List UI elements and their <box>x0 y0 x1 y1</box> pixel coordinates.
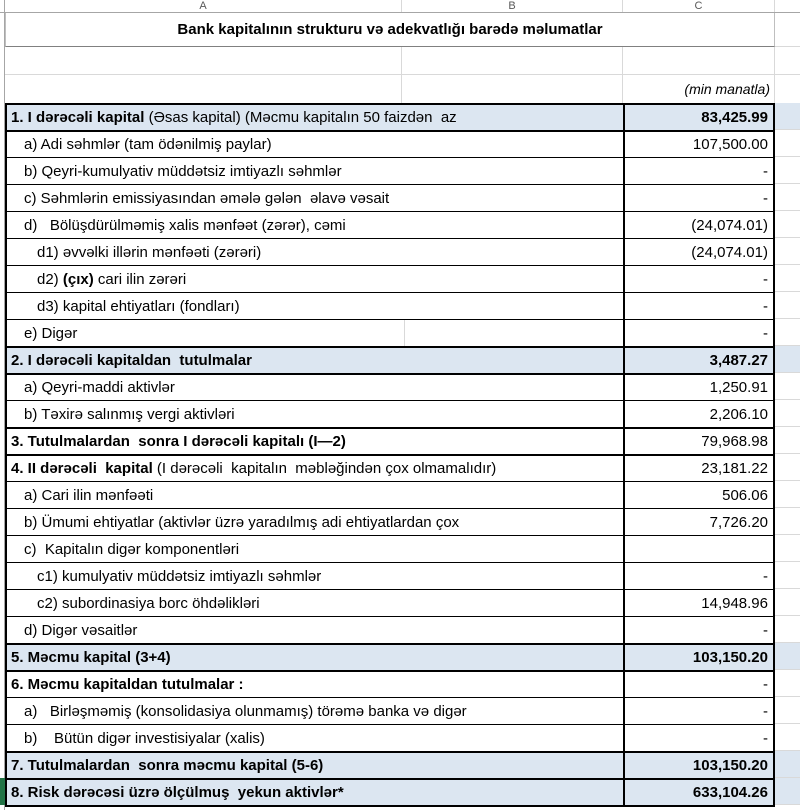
label-cell[interactable] <box>5 157 623 184</box>
label-text: b) Ümumi ehtiyatlar (aktivlər üzrə yaradılmış adi ehtiyatlardan çox <box>24 513 460 531</box>
label-cell[interactable] <box>5 184 623 211</box>
margin-cell[interactable] <box>775 589 800 616</box>
margin-cell[interactable] <box>775 265 800 292</box>
value-cell[interactable]: 23,181.22 <box>623 454 775 481</box>
value-cell[interactable]: 107,500.00 <box>623 130 775 157</box>
table-row <box>0 562 800 589</box>
label-text: d3) kapital ehtiyatları (fondları) <box>37 297 240 315</box>
margin-cell <box>775 805 800 810</box>
table-row <box>0 373 800 400</box>
label-text: d1) əvvəlki illərin mənfəəti (zərəri) <box>37 243 262 261</box>
value-cell[interactable]: - <box>623 319 775 346</box>
label-cell[interactable] <box>5 238 623 265</box>
empty-row <box>0 47 800 75</box>
margin-cell[interactable] <box>775 697 800 724</box>
margin-cell[interactable] <box>775 616 800 643</box>
value-cell[interactable]: (24,074.01) <box>623 238 775 265</box>
label-text: d2) <box>37 270 63 288</box>
label-cell[interactable] <box>5 373 623 400</box>
margin-cell[interactable] <box>775 724 800 751</box>
label-cell[interactable] <box>5 670 623 697</box>
value-cell[interactable]: 103,150.20 <box>623 751 775 778</box>
label-cell[interactable] <box>5 481 623 508</box>
table-row <box>0 184 800 211</box>
margin-cell[interactable] <box>775 319 800 346</box>
label-cell[interactable] <box>5 292 623 319</box>
margin-cell[interactable] <box>775 130 800 157</box>
column-header-d[interactable] <box>775 0 800 12</box>
label-cell[interactable] <box>5 130 623 157</box>
margin-cell[interactable] <box>775 13 800 47</box>
margin-cell[interactable] <box>775 373 800 400</box>
label-cell[interactable] <box>5 346 623 373</box>
label-cell[interactable] <box>5 778 623 805</box>
label-cell[interactable] <box>5 427 623 454</box>
column-header-row <box>0 0 800 13</box>
unit-row <box>0 75 800 103</box>
table-row <box>0 724 800 751</box>
empty-cell[interactable] <box>5 47 402 75</box>
table-row <box>0 454 800 481</box>
table-row <box>0 697 800 724</box>
label-text: 2. I dərəcəli kapitaldan tutulmalar <box>11 352 252 369</box>
value-cell[interactable]: 2,206.10 <box>623 400 775 427</box>
label-text: 4. II dərəcəli kapital <box>11 460 157 477</box>
label-text: (I dərəcəli kapitalın məbləğindən çox olmamalıdır) <box>156 460 497 477</box>
value-cell[interactable]: - <box>623 157 775 184</box>
table-row <box>0 589 800 616</box>
label-text: c) Səhmlərin emissiyasından əmələ gələn əlavə vəsait <box>24 189 390 207</box>
label-cell[interactable] <box>5 697 623 724</box>
table-row <box>0 778 800 805</box>
table-row <box>0 319 800 346</box>
label-text: (çıx) <box>62 270 94 288</box>
title-row <box>0 13 800 47</box>
label-cell[interactable] <box>5 535 623 562</box>
value-cell[interactable]: - <box>623 697 775 724</box>
value-cell[interactable]: 7,726.20 <box>623 508 775 535</box>
table-row <box>0 616 800 643</box>
margin-cell[interactable] <box>775 211 800 238</box>
label-text: 3. Tutulmalardan sonra I dərəcəli kapitalı (I—2) <box>11 433 346 450</box>
table-row <box>0 508 800 535</box>
table-row <box>0 481 800 508</box>
table-bottom-border <box>5 805 623 810</box>
label-text: 6. Məcmu kapitaldan tutulmalar : <box>11 676 244 693</box>
label-text: (Əsas kapital) (Məcmu kapitalın 50 faizdən az <box>148 109 457 126</box>
column-header-c[interactable]: C <box>623 0 775 12</box>
label-text: cari ilin zərəri <box>93 270 187 288</box>
table-row <box>0 346 800 373</box>
empty-cell[interactable] <box>775 47 800 75</box>
empty-cell[interactable] <box>623 47 775 75</box>
label-text: c2) subordinasiya borc öhdəlikləri <box>37 594 260 612</box>
label-text: e) Digər <box>24 324 78 342</box>
value-cell[interactable]: 83,425.99 <box>623 103 775 130</box>
margin-cell[interactable] <box>775 481 800 508</box>
margin-cell[interactable] <box>775 292 800 319</box>
label-text: 5. Məcmu kapital (3+4) <box>11 649 171 666</box>
value-cell[interactable]: 1,250.91 <box>623 373 775 400</box>
empty-cell[interactable] <box>402 47 623 75</box>
value-cell[interactable]: 14,948.96 <box>623 589 775 616</box>
table-body <box>0 103 800 805</box>
label-text: a) Qeyri-maddi aktivlər <box>24 379 175 396</box>
margin-cell[interactable] <box>775 184 800 211</box>
label-text: a) Adi səhmlər (tam ödənilmiş paylar) <box>24 136 272 153</box>
unit-note[interactable]: (min manatla) <box>623 75 775 103</box>
value-cell[interactable]: - <box>623 184 775 211</box>
label-cell[interactable] <box>5 103 623 130</box>
table-row <box>0 427 800 454</box>
table-row <box>0 535 800 562</box>
label-cell[interactable] <box>5 454 623 481</box>
label-text: 7. Tutulmalardan sonra məcmu kapital (5-6) <box>11 757 324 774</box>
table-row <box>0 670 800 697</box>
label-text: 8. Risk dərəcəsi üzrə ölçülmuş yekun aktivlər* <box>11 784 344 801</box>
report-title[interactable]: Bank kapitalının strukturu və adekvatlığı barədə məlumatlar <box>5 13 775 47</box>
table-row <box>0 643 800 670</box>
table-row <box>0 238 800 265</box>
label-text: a) Birləşməmiş (konsolidasiya olunmamış) törəmə banka və digər <box>24 702 467 720</box>
label-text: b) Bütün digər investisiyalar (xalis) <box>24 729 265 747</box>
table-bottom-border <box>623 805 775 810</box>
table-row <box>0 292 800 319</box>
table-row <box>0 400 800 427</box>
label-cell[interactable] <box>5 508 623 535</box>
table-row <box>0 103 800 130</box>
table-row <box>0 751 800 778</box>
value-cell[interactable]: 79,968.98 <box>623 427 775 454</box>
label-cell[interactable] <box>5 643 623 670</box>
value-cell[interactable]: (24,074.01) <box>623 211 775 238</box>
margin-cell[interactable] <box>775 670 800 697</box>
label-text: b) Təxirə salınmış vergi aktivləri <box>24 405 235 423</box>
value-cell[interactable]: 3,487.27 <box>623 346 775 373</box>
table-row <box>0 130 800 157</box>
label-cell[interactable] <box>5 211 623 238</box>
column-header-b[interactable]: B <box>402 0 623 12</box>
value-cell[interactable]: 506.06 <box>623 481 775 508</box>
value-cell[interactable]: 633,104.26 <box>623 778 775 805</box>
empty-cell[interactable] <box>402 75 623 103</box>
value-cell[interactable]: - <box>623 562 775 589</box>
margin-cell[interactable] <box>775 562 800 589</box>
margin-cell[interactable] <box>775 751 800 778</box>
value-cell[interactable]: - <box>623 670 775 697</box>
margin-cell[interactable] <box>775 346 800 373</box>
empty-cell[interactable] <box>775 75 800 103</box>
margin-cell[interactable] <box>775 427 800 454</box>
margin-cell[interactable] <box>775 454 800 481</box>
label-cell[interactable] <box>5 265 623 292</box>
margin-cell[interactable] <box>775 400 800 427</box>
label-text: a) Cari ilin mənfəəti <box>24 486 154 504</box>
label-cell[interactable] <box>5 616 623 643</box>
value-cell[interactable]: - <box>623 616 775 643</box>
column-header-a[interactable]: A <box>5 0 402 12</box>
margin-cell[interactable] <box>775 103 800 130</box>
value-cell[interactable]: 103,150.20 <box>623 643 775 670</box>
table-row <box>0 265 800 292</box>
margin-cell[interactable] <box>775 643 800 670</box>
label-text: c1) kumulyativ müddətsiz imtiyazlı səhmlər <box>37 567 322 585</box>
value-cell[interactable] <box>623 535 775 562</box>
empty-cell[interactable] <box>5 75 402 103</box>
value-cell[interactable]: - <box>623 292 775 319</box>
label-cell[interactable] <box>5 319 623 346</box>
label-cell[interactable] <box>5 562 623 589</box>
label-text: d) Digər vəsaitlər <box>24 621 138 639</box>
column-gridline <box>404 320 405 346</box>
label-text: 1. I dərəcəli kapital <box>11 109 149 126</box>
table-row <box>0 211 800 238</box>
label-text: c) Kapitalın digər komponentləri <box>24 540 240 558</box>
table-row <box>0 157 800 184</box>
margin-cell[interactable] <box>775 238 800 265</box>
label-cell[interactable] <box>5 751 623 778</box>
margin-cell[interactable] <box>775 535 800 562</box>
margin-cell[interactable] <box>775 157 800 184</box>
bottom-strip <box>0 805 800 810</box>
margin-cell[interactable] <box>775 778 800 805</box>
value-cell[interactable]: - <box>623 265 775 292</box>
value-cell[interactable]: - <box>623 724 775 751</box>
label-cell[interactable] <box>5 589 623 616</box>
margin-cell[interactable] <box>775 508 800 535</box>
label-text: b) Qeyri-kumulyativ müddətsiz imtiyazlı səhmlər <box>24 162 342 180</box>
label-text: d) Bölüşdürülməmiş xalis mənfəət (zərər), cəmi <box>24 216 346 234</box>
label-cell[interactable] <box>5 724 623 751</box>
label-cell[interactable] <box>5 400 623 427</box>
